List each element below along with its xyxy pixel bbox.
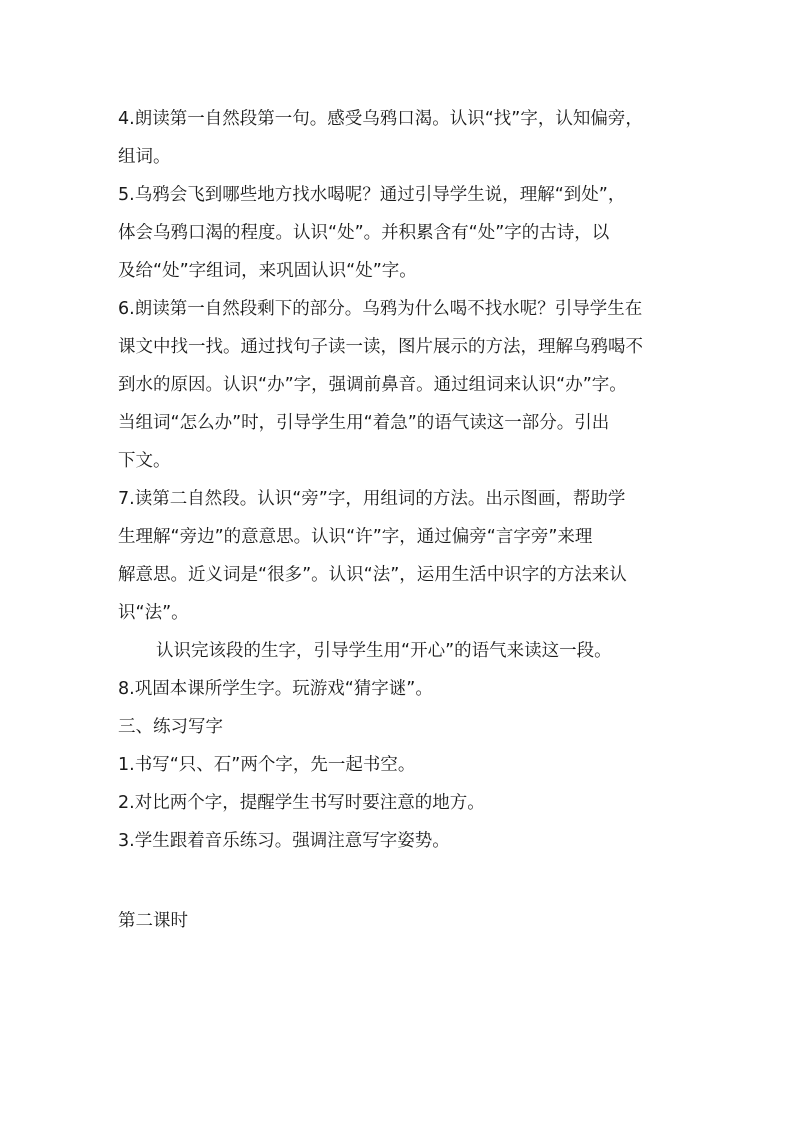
text-line: 3.学生跟着音乐练习。强调注意写字姿势。 <box>118 831 450 851</box>
paragraph-step-6 <box>118 290 678 480</box>
paragraph-step-4 <box>118 100 678 176</box>
text-line: 生理解“旁边”的意意思。认识“许”字，通过偏旁“言字旁”来理 <box>118 527 593 547</box>
paragraph-writing-1 <box>118 746 678 784</box>
text-line: 下文。 <box>118 451 171 471</box>
paragraph-step-7 <box>118 480 678 632</box>
text-line: 当组词“怎么办”时，引导学生用“着急”的语气读这一部分。引出 <box>118 413 610 433</box>
text-line: 课文中找一找。通过找句子读一读，图片展示的方法，理解乌鸦喝不 <box>118 337 643 357</box>
text-line: 识“法”。 <box>118 603 189 623</box>
section-heading-writing-practice <box>118 708 678 746</box>
text-line: 组词。 <box>118 147 171 167</box>
paragraph-step-8 <box>118 670 678 708</box>
text-line: 到水的原因。认识“办”字，强调前鼻音。通过组词来认识“办”字。 <box>118 375 627 395</box>
text-line: 及给“处”字组词，来巩固认识“处”字。 <box>118 261 417 281</box>
paragraph-step-7-followup <box>118 632 678 670</box>
text-line: 认识完该段的生字，引导学生用“开心”的语气来读这一段。 <box>156 641 612 661</box>
text-line: 8.巩固本课所学生字。玩游戏“猜字谜”。 <box>118 679 433 699</box>
paragraph-writing-3 <box>118 822 678 860</box>
text-line: 三、练习写字 <box>118 717 223 737</box>
text-line: 第二课时 <box>118 911 188 931</box>
text-line: 2.对比两个字，提醒学生书写时要注意的地方。 <box>118 793 485 813</box>
document-body <box>118 100 678 940</box>
text-line: 体会乌鸦口渴的程度。认识“处”。并积累含有“处”字的古诗，以 <box>118 223 610 243</box>
section-heading-second-lesson <box>118 902 678 940</box>
text-line: 7.读第二自然段。认识“旁”字，用组词的方法。出示图画，帮助学 <box>118 489 626 509</box>
text-line: 1.书写“只、石”两个字，先一起书空。 <box>118 755 416 775</box>
paragraph-step-5 <box>118 176 678 290</box>
text-line: 解意思。近义词是“很多”。认识“法”，运用生活中识字的方法来认 <box>118 565 627 585</box>
text-line: 4.朗读第一自然段第一句。感受乌鸦口渴。认识“找”字，认知偏旁， <box>118 109 643 129</box>
text-line: 5.乌鸦会飞到哪些地方找水喝呢？通过引导学生说，理解“到处”， <box>118 185 626 205</box>
paragraph-writing-2 <box>118 784 678 822</box>
text-line: 6.朗读第一自然段剩下的部分。乌鸦为什么喝不找水呢？引导学生在 <box>118 299 643 319</box>
